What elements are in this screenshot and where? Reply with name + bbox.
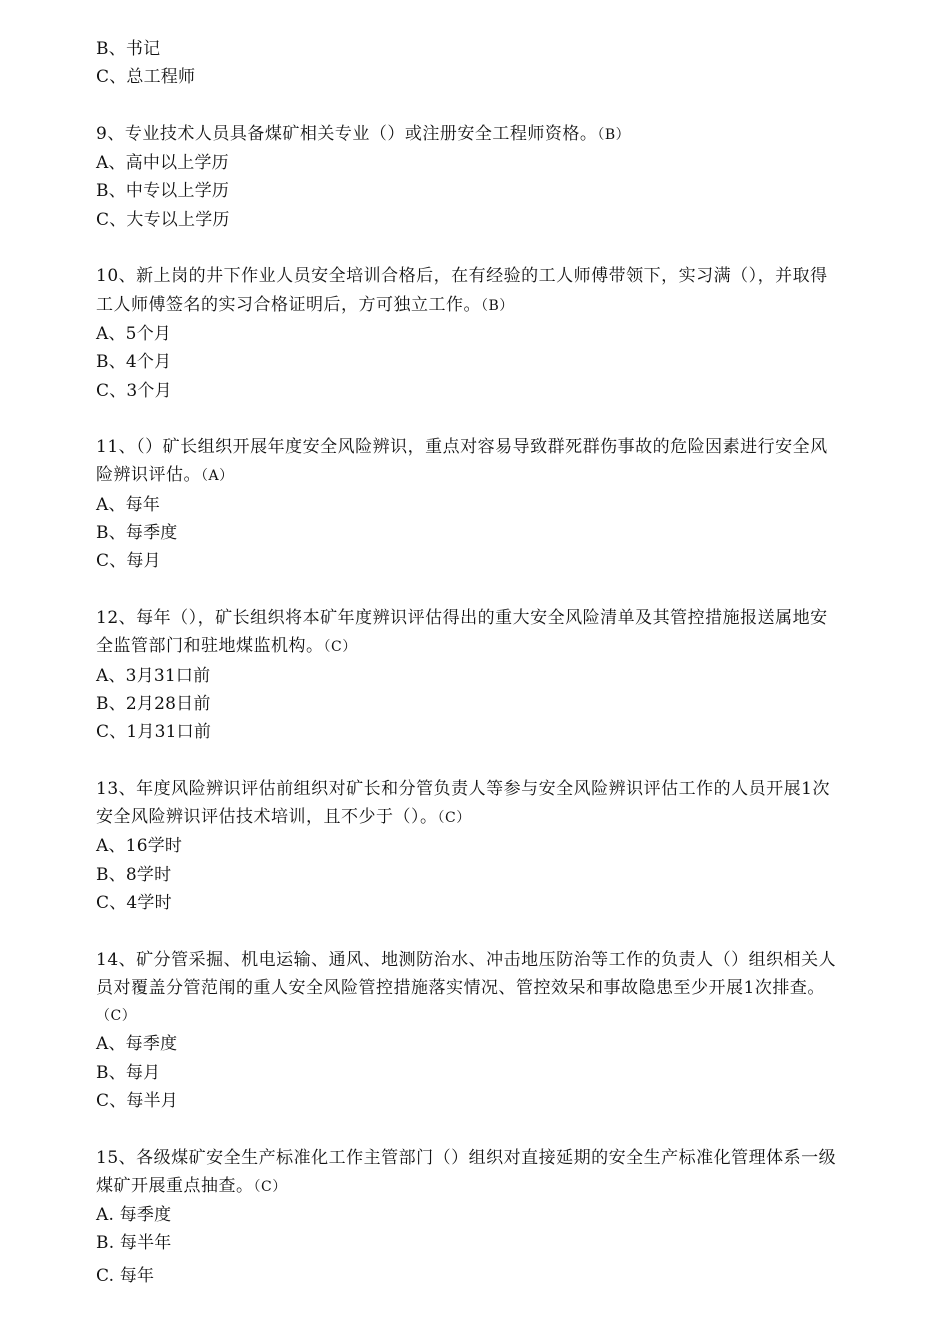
question-text-line: 全监管部门和驻地煤监机构。 [96, 636, 324, 657]
question-text [96, 1172, 856, 1201]
question-15 [96, 1144, 856, 1290]
option-a: A、每季度 [96, 1034, 178, 1055]
option-c: C、每半月 [96, 1090, 179, 1111]
option-a: A、3月31口前 [96, 665, 211, 686]
answer-key: （C） [323, 639, 357, 656]
answer-key: （C） [96, 1008, 137, 1025]
answer-key: （B） [597, 126, 631, 143]
option-a: A、5个月 [96, 323, 172, 344]
question-text-line: 13、年度风险辨识评估前组织对矿长和分管负责人等参与安全风险辨识评估工作的人员开展1次 [96, 778, 830, 799]
question-text-line: 煤矿开展重点抽查。 [96, 1175, 254, 1196]
answer-key: （C） [437, 810, 471, 827]
answer-key: （C） [253, 1178, 287, 1195]
question-text [96, 632, 856, 661]
answer-key: （B） [481, 297, 514, 314]
option-c: C、每月 [96, 551, 161, 572]
question-text-line: 10、新上岗的井下作业人员安全培训合格后，在有经验的工人师傅带领下，实习满（），并取得 [96, 266, 828, 287]
question-13 [96, 775, 856, 917]
question-text [96, 120, 856, 149]
option-c: C. 每年 [96, 1265, 155, 1286]
question-text-line: 险辨识评估。 [96, 465, 201, 486]
question-text [96, 461, 856, 490]
option-c: C、大专以上学历 [96, 209, 230, 230]
lead-options [96, 35, 856, 92]
option-b: B、每季度 [96, 523, 178, 544]
question-text [96, 803, 856, 832]
answer-key: （A） [201, 468, 234, 485]
option-a: A、16学时 [96, 836, 183, 857]
option-c: C、1月31口前 [96, 722, 212, 743]
option-b: B、每月 [96, 1062, 161, 1083]
question-9 [96, 120, 856, 234]
question-10 [96, 262, 856, 404]
question-text-line: 员对覆盖分管范闱的重人安全风险管控措施落实情况、管控效呆和事故隐患至少开展1次排查。 [96, 977, 825, 998]
question-text-line: 9、专业技术人员具备煤矿相关专业（）或注册安全工程师资格。 [96, 123, 598, 144]
option-b: B、2月28日前 [96, 693, 211, 714]
question-text-line: 工人师傅签名的实习合格证明后，方可独立工作。 [96, 294, 481, 315]
question-text [96, 291, 856, 320]
option-line: B、书记 [96, 39, 161, 59]
option-c: C、3个月 [96, 380, 172, 401]
question-text-line: 12、每年（），矿长组织将本矿年度辨识评估得出的重大安全风险清单及其管控措施报送属地安 [96, 607, 828, 628]
option-b: B. 每半年 [96, 1233, 172, 1254]
option-b: B、8学时 [96, 864, 172, 885]
document-body [96, 35, 856, 1290]
question-text-line: 15、各级煤矿安全生产标准化工作主管部门（）组织对直接延期的安全生产标准化管理体系一级 [96, 1147, 837, 1168]
question-12 [96, 604, 856, 746]
option-b: B、中专以上学历 [96, 181, 230, 202]
option-c: C、4学时 [96, 892, 172, 913]
question-text-line: 安全风险辨识评估技术培训，且不少于（）。 [96, 807, 438, 828]
option-a: A、高中以上学历 [96, 153, 229, 174]
option-line: C、总工程师 [96, 67, 196, 88]
option-b: B、4个月 [96, 352, 172, 373]
question-11 [96, 433, 856, 575]
question-text-line: 14、矿分管采掘、机电运输、通风、地测防治水、冲击地压防治等工作的负责人（）组织相关人 [96, 949, 837, 970]
option-a: A、每年 [96, 494, 161, 515]
option-a: A. 每季度 [96, 1205, 172, 1226]
question-text-line: 11、（）矿长组织开展年度安全风险辨识，重点对容易导致群死群伤事故的危险因素进行安全风 [96, 437, 828, 458]
question-14 [96, 946, 856, 1116]
